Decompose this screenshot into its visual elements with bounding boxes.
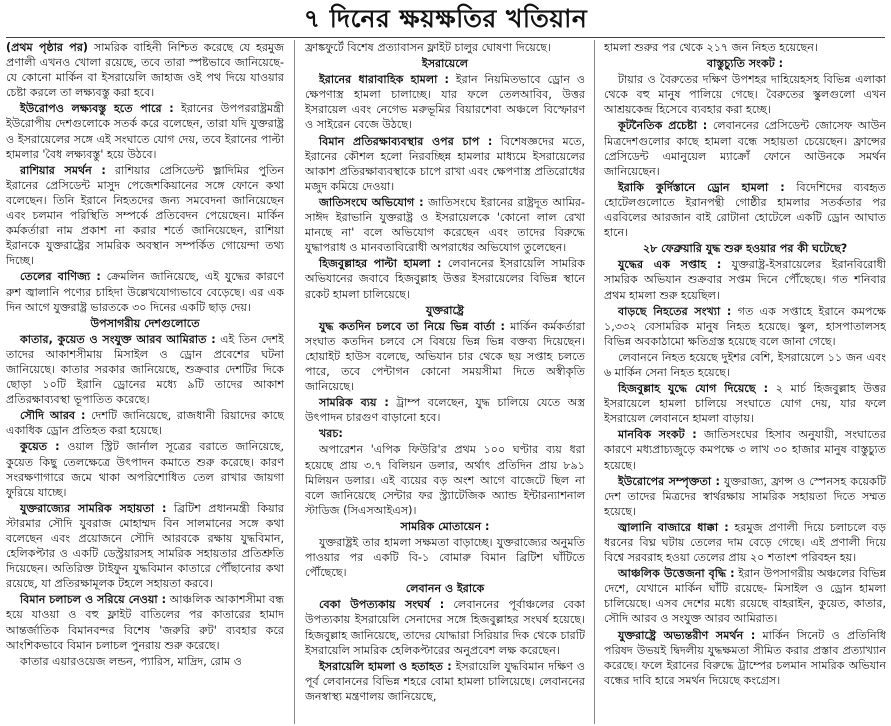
paragraph-text: যুক্তরাজ্য, ফ্রান্স ও স্পেনসহ কয়েকটি দেশ তাদের মিত্রদের স্বার্থরক্ষায় সামরিক সহায়তা দিতে সম্মত হয়েছে। xyxy=(604,474,886,518)
section-subheading: সামরিক মোতায়েন : xyxy=(400,519,490,533)
paragraph xyxy=(604,180,886,240)
section-lead: যুদ্ধ কতদিন চলবে তা নিয়ে ভিন্ন বার্তা : xyxy=(319,319,505,333)
paragraph-text: ফ্রাঙ্কফুর্টে বিশেষ প্রত্যাবাসন ফ্লাইট চালুর ঘোষণা দিয়েছে। xyxy=(305,41,551,54)
paragraph xyxy=(604,72,886,117)
section-lead: রাশিয়ার সমর্থন : xyxy=(20,163,106,177)
article-column-1 xyxy=(6,40,284,724)
section-lead: কূটনৈতিক প্রচেষ্টা : xyxy=(618,119,708,133)
paragraph xyxy=(305,40,585,55)
section-lead: জাতিসংঘে অভিযোগ : xyxy=(319,195,424,209)
paragraph xyxy=(6,332,284,407)
paragraph-text: ২ মার্চ হিজবুল্লাহ উত্তর ইসরায়েলে হামলা চালিয়ে সংঘাতে যোগ দেয়, যার ফলে ইসরায়েল লেবাননে হামলা বাড়ায়। xyxy=(604,382,886,426)
paragraph xyxy=(305,319,585,394)
paragraph-text: লেবাননের প্রেসিডেন্ট জোসেফ আউন মিত্রদেশগুলোর কাছে হামলা বন্ধে সহায়তা চেয়েছেন। ফ্রান্সের প্রেসিডেন্ট এমানুয়েল ম্যাক্রোঁ ফোনে আউনকে সমর্থন জানিয়েছেন। xyxy=(604,119,886,178)
paragraph xyxy=(604,118,886,178)
paragraph xyxy=(305,134,585,194)
paragraph xyxy=(604,520,886,565)
paragraph-text: যুক্তরাষ্ট্র-ইসরায়েলের ইরানবিরোধী সামরিক অভিযান শুক্রবার সপ্তম দিনে পৌঁছেছে। গত শনিবার প্রথম হামলা শুরু হয়েছিল। xyxy=(604,258,886,302)
paragraph-text: ওয়াল স্ট্রিট জার্নাল সূত্রের বরাতে জানিয়েছে, কুয়েত কিছু তেলক্ষেত্রে উৎপাদন কমাতে শুরু করেছে। কারণ সংরক্ষণাগারে জমে থাকা অপরিশোধিত তেল রাখার জায়গা ফুরিয়ে যাচ্ছে। xyxy=(6,440,284,499)
paragraph-text: মার্কিন কর্মকর্তারা সংঘাত কতদিন চলবে সে বিষয়ে ভিন্ন ভিন্ন বক্তব্য দিয়েছেন। হোয়াইট হাউস বলেছে, অভিযান চার থেকে ছয় সপ্তাহ চলতে পারে, তবে পেন্টাগন কোনো সময়সীমা দিতে অস্বীকৃতি জানিয়েছে। xyxy=(305,319,585,394)
section-lead: ইরাকি কুর্দিস্তানে ড্রোন হামলা : xyxy=(618,180,785,194)
paragraph xyxy=(604,350,886,380)
paragraph-text: যুক্তরাষ্ট্রই তার হামলা সক্ষমতা বাড়াচ্ছে। যুক্তরাজ্যের অনুমতি পাওয়ার পর একটি বি-১ বোমারু বিমান ব্রিটিশ ঘাঁটিতে পৌঁছেছে। xyxy=(305,536,585,580)
paragraph-text: টায়ার ও বৈরুতের দক্ষিণ উপশহর দাহিয়েহসহ বিভিন্ন এলাকা থেকে বহু মানুষ পালিয়ে গেছে। বৈরুতের স্কুলগুলো এখন আশ্রয়কেন্দ্র হিসেবে ব্যবহার করা হচ্ছে। xyxy=(604,73,886,117)
section-lead: হিজবুল্লাহ যুদ্ধে যোগ দিয়েছে : xyxy=(618,382,769,396)
paragraph-text: কাতার এয়ারওয়েজ লন্ডন, প্যারিস, মাদ্রিদ, রোম ও xyxy=(20,654,242,668)
paragraph xyxy=(6,501,284,592)
paragraph xyxy=(604,474,886,519)
section-lead: খরচ: xyxy=(319,427,343,441)
section-lead: বিমান চলাচল ও সরিয়ে নেওয়া : xyxy=(20,593,167,607)
paragraph-text: ইসরায়েলি যুদ্ধবিমান দক্ষিণ ও পূর্ব লেবাননের বিভিন্ন শহরে বোমা হামলা চালিয়েছে। লেবাননের জনস্বাস্থ্য মন্ত্রণালয় জানিয়েছে, xyxy=(305,659,585,703)
section-lead: কুয়েত : xyxy=(20,440,60,454)
paragraph-text: হরমুজ প্রণালী দিয়ে চলাচলে বড় ধরনের বিঘ্ন ঘটায় তেলের দাম বেড়ে গেছে। এই প্রণালী দিয়ে বিশ্বে সরবরাহ হওয়া তেলের প্রায় ২০ শতাংশ পরিবহন হয়। xyxy=(604,520,886,565)
paragraph xyxy=(305,426,585,441)
paragraph-text: মার্কিন সিনেট ও প্রতিনিধি পরিষদ উভয়ই দ্বিদলীয় যুদ্ধক্ষমতা সীমিত করার প্রস্তাব প্রত্যাখ্যান করেছে। ফলে ইরানের বিরুদ্ধে ট্রাম্পের চলমান সামরিক অভিযান বন্ধের দাবি হারে সমর্থন দিয়েছে কংগ্রেস। xyxy=(604,628,886,687)
paragraph xyxy=(604,257,886,302)
section-lead: বেকা উপত্যকায় সংঘর্ষ : xyxy=(319,598,445,612)
section-lead: যুক্তরাষ্ট্রে অভ্যন্তরীণ সমর্থন : xyxy=(618,628,756,642)
section-lead: তেলের বাণিজ্য : xyxy=(20,270,101,284)
paragraph-text: ক্রেমলিন জানিয়েছে, এই যুদ্ধের কারণে রুশ জ্বালানি পণ্যের চাহিদা উল্লেখযোগ্যভাবে বেড়েছে। এর এক দিন আগে যুক্তরাষ্ট্র ভারতকে ৩০ দিনের একটি ছাড় দেয়। xyxy=(6,270,284,314)
section-lead: আঞ্চলিক উত্তেজনা বৃদ্ধি : xyxy=(618,567,735,581)
section-subheading: ২৮ ফেব্রুয়ারি যুদ্ধ শুরু হওয়ার পর কী ঘটেছে? xyxy=(642,242,848,256)
paragraph-text: গত এক সপ্তাহে ইরানে কমপক্ষে ১,৩৩২ বেসামরিক মানুষ নিহত হয়েছে। স্কুল, হাসপাতালসহ বিভিন্ন অবকাঠামো ক্ষতিগ্রস্ত হয়েছে বলে জানা গেছে। xyxy=(604,304,886,348)
section-lead: ইসরায়েলি হামলা ও হতাহত : xyxy=(319,659,452,673)
article-column-2 xyxy=(305,40,585,724)
paragraph xyxy=(604,304,886,349)
column-divider-1 xyxy=(294,40,295,724)
paragraph-text: অপারেশন 'এপিক ফিউরি'র প্রথম ১০০ ঘণ্টার ব্যয় ধরা হয়েছে প্রায় ৩.৭ বিলিয়ন ডলার, অর্থাৎ প্রতিদিন প্রায় ৮৯১ মিলিয়ন ডলার। এই ব্যয়ের বড় অংশ আগে বাজেটে ছিল না বলে জানিয়েছে সেন্টার ফর স্ট্র্যাটেজিক অ্যান্ড ইন্টারন্যাশনাল স্টাডিজ (সিএসআইএস)। xyxy=(305,443,585,517)
paragraph xyxy=(305,535,585,580)
paragraph-text: বিদেশিদের ব্যবহৃত হোটেলগুলোতে ইরানপন্থী গোষ্ঠীর হামলার সতর্কতার পর এরবিলের আরজান বাই রোটানা হোটেলে একটি ড্রোন আঘাত হানে। xyxy=(604,180,886,240)
paragraph-text: ইরানের উপপররাষ্ট্রমন্ত্রী ইউরোপীয় দেশগুলোকে সতর্ক করে বলেছেন, তারা যদি যুক্তরাষ্ট্র ও ইসরায়েলের সঙ্গে এই সংঘাতে যোগ দেয়, তবে ইরানের পাল্টা হামলার 'বৈধ লক্ষ্যবস্তু' হয়ে উঠবে। xyxy=(6,102,284,161)
column-divider-2 xyxy=(594,40,595,724)
paragraph-text: এই তিন দেশই তাদের আকাশসীমায় মিসাইল ও ড্রোন প্রবেশের ঘটনা জানিয়েছে। কাতার সরকার জানিয়েছে, শুক্রবার দেশটির দিকে ছোড়া ১০টি ইরানি ড্রোনের মধ্যে ৯টি তাদের আকাশ প্রতিরক্ষাব্যবস্থা ভূপাতিত করেছে। xyxy=(6,332,284,407)
paragraph-text: ইরান নিয়মিতভাবে ড্রোন ও ক্ষেপণাস্ত্র হামলা চালাচ্ছে। যার ফলে তেলআবিব, উত্তর ইসরায়েল এবং নেগেভ মরুভূমির বিয়ারশেবা অঞ্চলে বিস্ফোরণ ও সাইরেন বেজে উঠছে। xyxy=(305,73,585,132)
paragraph xyxy=(604,427,886,472)
section-subheading: উপসাগরীয় দেশগুলোতে xyxy=(90,316,200,330)
section-lead: জ্বালানি বাজারে ধাক্কা : xyxy=(618,520,729,534)
article-column-3 xyxy=(604,40,886,724)
paragraph xyxy=(6,408,284,438)
paragraph xyxy=(604,628,886,688)
section-subheading: লেবানন ও ইরাকে xyxy=(405,582,485,596)
paragraph xyxy=(305,72,585,132)
paragraph xyxy=(6,592,284,652)
paragraph xyxy=(305,256,585,301)
paragraph-text: জাতিসংঘের হিসাব অনুযায়ী, সংঘাতের কারণে মধ্যপ্রাচ্যজুড়ে কমপক্ষে ৩ লাখ ৩০ হাজার মানুষ বাস্তুচ্যুত হয়েছে। xyxy=(604,428,886,472)
section-lead: সৌদি আরব : xyxy=(20,409,86,423)
paragraph xyxy=(604,566,886,626)
paragraph-text: আঞ্চলিক আকাশসীমা বন্ধ হয়ে যাওয়া ও বহু ফ্লাইট বাতিলের পর কাতারের হামাদ আন্তর্জাতিক বিমানবন্দর বিশেষ 'জরুরি রুট' ব্যবহার করে আংশিকভাবে বিমান চলাচল পুনরায় শুরু করেছে। xyxy=(6,593,284,652)
section-subheading: বাস্তুচ্যুতি সংকট : xyxy=(706,57,784,71)
section-lead: ইউরোপের সম্পৃক্ততা : xyxy=(618,474,720,488)
paragraph xyxy=(305,395,585,425)
section-lead: যুদ্ধের এক সপ্তাহ : xyxy=(618,258,722,272)
section-lead: কাতার, কুয়েত ও সংযুক্ত আরব আমিরাত : xyxy=(20,332,216,346)
paragraph xyxy=(6,40,284,100)
headline-divider xyxy=(6,37,885,38)
paragraph xyxy=(6,269,284,314)
paragraph-text: হামলা শুরুর পর থেকে ২১৭ জন নিহত হয়েছেন। xyxy=(604,41,818,54)
section-lead: সামরিক ব্যয় : xyxy=(319,396,389,410)
paragraph-text: লেবাননের ইসরায়েলি সামরিক অভিযানের জবাবে হিজবুল্লাহ উত্তর ইসরায়েলের বিভিন্ন স্থানে রকেট হামলা চালিয়েছে। xyxy=(305,257,585,301)
paragraph xyxy=(604,381,886,426)
paragraph xyxy=(6,654,284,669)
page-headline: ৭ দিনের ক্ষয়ক্ষতির খতিয়ান xyxy=(303,4,588,33)
section-lead: যুক্তরাজ্যের সামরিক সহায়তা : xyxy=(20,501,167,515)
continued-from-label: (প্রথম পৃষ্ঠার পর) xyxy=(6,41,89,54)
paragraph-text: ট্রাম্প বলেছেন, যুদ্ধ চালিয়ে যেতে অস্ত্র উৎপাদন চারগুণ বাড়ানো হবে। xyxy=(305,396,585,425)
paragraph-text: রাশিয়ার প্রেসিডেন্ট ভ্লাদিমির পুতিন ইরানের প্রেসিডেন্ট মাসুদ পেজেশকিয়ানের সঙ্গে ফোনে কথা বলেছেন। তিনি ইরানে নিহতদের জন্য সমবেদনা জানিয়েছেন এবং চলমান পরিস্থিতি সম্পর্কে প্রতিবেদন পেয়েছেন। মার্কিন কর্মকর্তারা নাম প্রকাশ না করার শর্তে জানিয়েছেন, রাশিয়া ইরানকে যুক্তরাষ্ট্রের সামরিক অবস্থান সম্পর্কিত গোয়েন্দা তথ্য দিচ্ছে। xyxy=(6,163,284,268)
section-lead: হিজবুল্লাহর পাল্টা হামলা : xyxy=(319,257,442,271)
section-lead: বিমান প্রতিরক্ষাব্যবস্থার ওপর চাপ : xyxy=(319,134,493,148)
paragraph-text: বিশেষজ্ঞদের মতে, ইরানের কৌশল হলো নিরবচ্ছিন্ন হামলার মাধ্যমে ইসরায়েলের আকাশ প্রতিরক্ষাব্যবস্থাকে চাপে রাখা এবং ক্ষেপণাস্ত্র প্রতিরোধের মজুদ কমিয়ে দেওয়া। xyxy=(305,134,585,193)
section-lead: ইউরোপও লক্ষ্যবস্তু হতে পারে : xyxy=(20,102,174,116)
section-lead: বাড়ছে নিহতের সংখ্যা : xyxy=(618,304,732,318)
paragraph xyxy=(6,439,284,499)
paragraph-text: লেবাননের পূর্বাঞ্চলের বেকা উপত্যকায় ইসরায়েলি সেনাদের সঙ্গে হিজবুল্লাহর সংঘর্ষ হয়েছে। হিজবুল্লাহ জানিয়েছে, তাদের যোদ্ধারা সিরিয়ার দিক থেকে চারটি ইসরায়েলি সামরিক হেলিকপ্টারের অনুপ্রবেশ লক্ষ করেছেন। xyxy=(305,598,585,657)
paragraph-text: জাতিসংঘে ইরানের রাষ্ট্রদূত আমির-সাঈদ ইরাভানি যুক্তরাষ্ট্র ও ইসরায়েলকে 'কোনো লাল রেখা মানছে না' বলে অভিযোগ করেছেন এবং তাদের বিরুদ্ধে যুদ্ধাপরাধ ও মানবতাবিরোধী অপরাধের অভিযোগ তুলেছেন। xyxy=(305,195,585,255)
paragraph xyxy=(6,101,284,161)
paragraph xyxy=(604,40,886,55)
paragraph-text: ব্রিটিশ প্রধানমন্ত্রী কিয়ার স্টারমার সৌদি যুবরাজ মোহাম্মদ বিন সালমানের সঙ্গে কথা বলেছেন এবং প্রয়োজনে সৌদি আরবকে রক্ষায় যুদ্ধবিমান, হেলিকপ্টার ও একটি ডেস্ট্রয়ারসহ সামরিক সহায়তার প্রতিশ্রুতি দিয়েছেন। অতিরিক্ত টাইফুন যুদ্ধবিমান কাতারে পৌঁছানোর কথা রয়েছে, যা প্রতিরক্ষামূলক টহলে সহায়তা করবে। xyxy=(6,501,284,591)
paragraph xyxy=(305,597,585,657)
section-subheading: যুক্তরাষ্ট্রে xyxy=(425,303,464,317)
section-subheading: ইসরায়েলে xyxy=(421,57,469,71)
paragraph xyxy=(305,195,585,255)
paragraph-text: দেশটি জানিয়েছে, রাজধানী রিয়াদের কাছে একাধিক ড্রোন প্রতিহত করা হয়েছে। xyxy=(6,409,284,438)
section-lead: ইরানের ধারাবাহিক হামলা : xyxy=(319,73,449,87)
paragraph xyxy=(305,442,585,517)
paragraph xyxy=(305,659,585,704)
paragraph-text: ইরান উপসাগরীয় অঞ্চলের বিভিন্ন দেশে, যেখানে মার্কিন ঘাঁটি রয়েছে- মিসাইল ও ড্রোন হামলা চালিয়েছে। এসব দেশের মধ্যে রয়েছে বাহরাইন, কুয়েত, কাতার, সৌদি আরব ও সংযুক্ত আরব আমিরাত। xyxy=(604,567,886,626)
paragraph-text: সামরিক বাহিনী নিশ্চিত করেছে যে হরমুজ প্রণালী এখনও খোলা রয়েছে, তবে তারা স্পষ্টভাবে জানিয়েছে- যে কোনো মার্কিন বা ইসরায়েলি জাহাজ ওই পথ দিয়ে যাওয়ার চেষ্টা করলে তা লক্ষ্যবস্তু করা হবে। xyxy=(6,41,284,100)
paragraph-text: লেবাননে নিহত হয়েছে দুইশর বেশি, ইসরায়েলে ১১ জন এবং ৬ মার্কিন সেনা নিহত হয়েছে। xyxy=(604,350,886,379)
paragraph xyxy=(6,163,284,269)
section-lead: মানবিক সংকট : xyxy=(618,428,697,442)
